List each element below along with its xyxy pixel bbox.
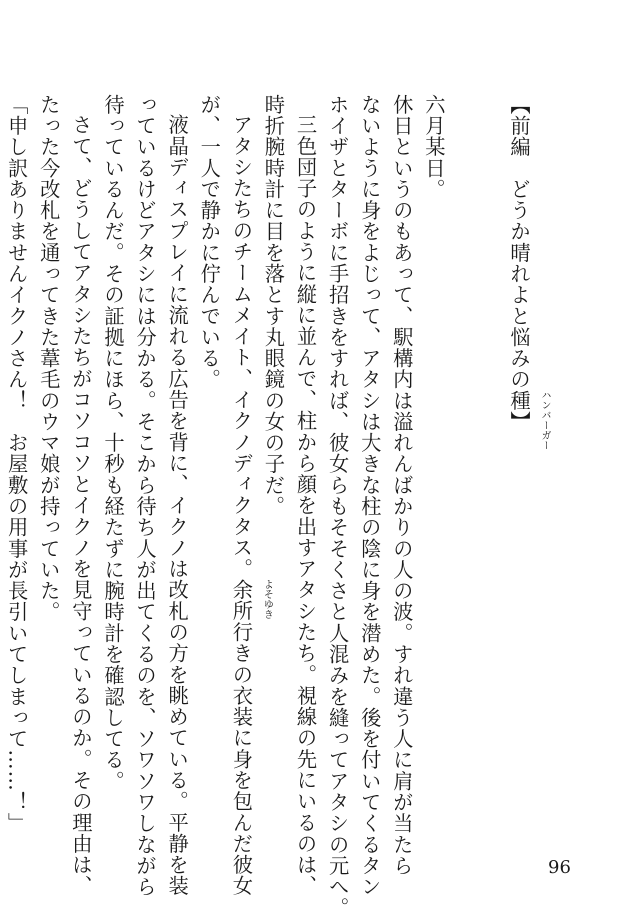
body-line-text: アタシたちのチームメイト、イクノディクタス。 [229,114,254,580]
chapter-title-open: 【前編 [507,94,531,158]
body-line: 六月某日。 [421,94,446,200]
dialogue-line: 「申し訳ありませんイクノさん！ お屋敷の用事が長引いてしまって……！」 [4,94,29,834]
chapter-title-close: 】 [507,411,531,433]
body-line [161,94,193,897]
body-line: たった今改札を通ってきた葦毛のウマ娘が持っていた。 [36,94,61,623]
body-line: ホイザとターボに手招きをすれば、彼女らもそそくさと人混みを縫ってアタシの元へ。 [325,94,350,918]
chapter-title [503,94,550,834]
ruby-group [225,579,273,622]
page-number: 96 [548,857,571,878]
chapter-title-ruby-group [503,389,550,450]
vertical-text-block [0,94,550,918]
blank-line [450,94,482,834]
body-line-text: さて、どうしてアタシたちがコソコソとイクノを見守っているのか。その理由は、 [68,114,93,897]
body-line: 休日というのもあって、駅構内は溢れんばかりの人の波。すれ違う人に肩が当たら [389,94,414,877]
ruby-reading: よそゆき [261,579,273,620]
body-line: っているけどアタシには分かる。そこから待ち人が出てくるのを、ソワソワしながら [133,94,158,898]
body-line: が、一人で静かに佇んでいる。 [197,94,222,390]
body-line-text: 液晶ディスプレイに流れる広告を背に、イクノは改札の方を眺めている。平静を装 [165,114,190,897]
chapter-title-ruby: ハンバーガー [539,389,550,450]
dialogue-line [0,94,1,834]
body-line [289,94,321,897]
body-line: 時折腕時計に目を落とす丸眼鏡の女の子だ。 [261,94,286,517]
body-line: 待っているんだ。その証拠にほら、十秒も経たずに腕時計を確認してる。 [100,94,125,792]
chapter-title-kanji: 種 [507,389,531,412]
ruby-base: 余所 [229,579,254,622]
body-line-text: 行きの衣装に身を包んだ彼女 [229,621,254,897]
body-line [225,94,273,897]
body-line [65,94,97,897]
chapter-title-main: どうか晴れよと悩みの [507,157,531,390]
body-line: ないように身をよじって、アタシは大きな柱の陰に身を潜めた。後を付いてくるタン [357,94,382,898]
body-line-text: 三色団子のように縦に並んで、柱から顔を出すアタシたち。視線の先にいるのは、 [293,114,318,897]
